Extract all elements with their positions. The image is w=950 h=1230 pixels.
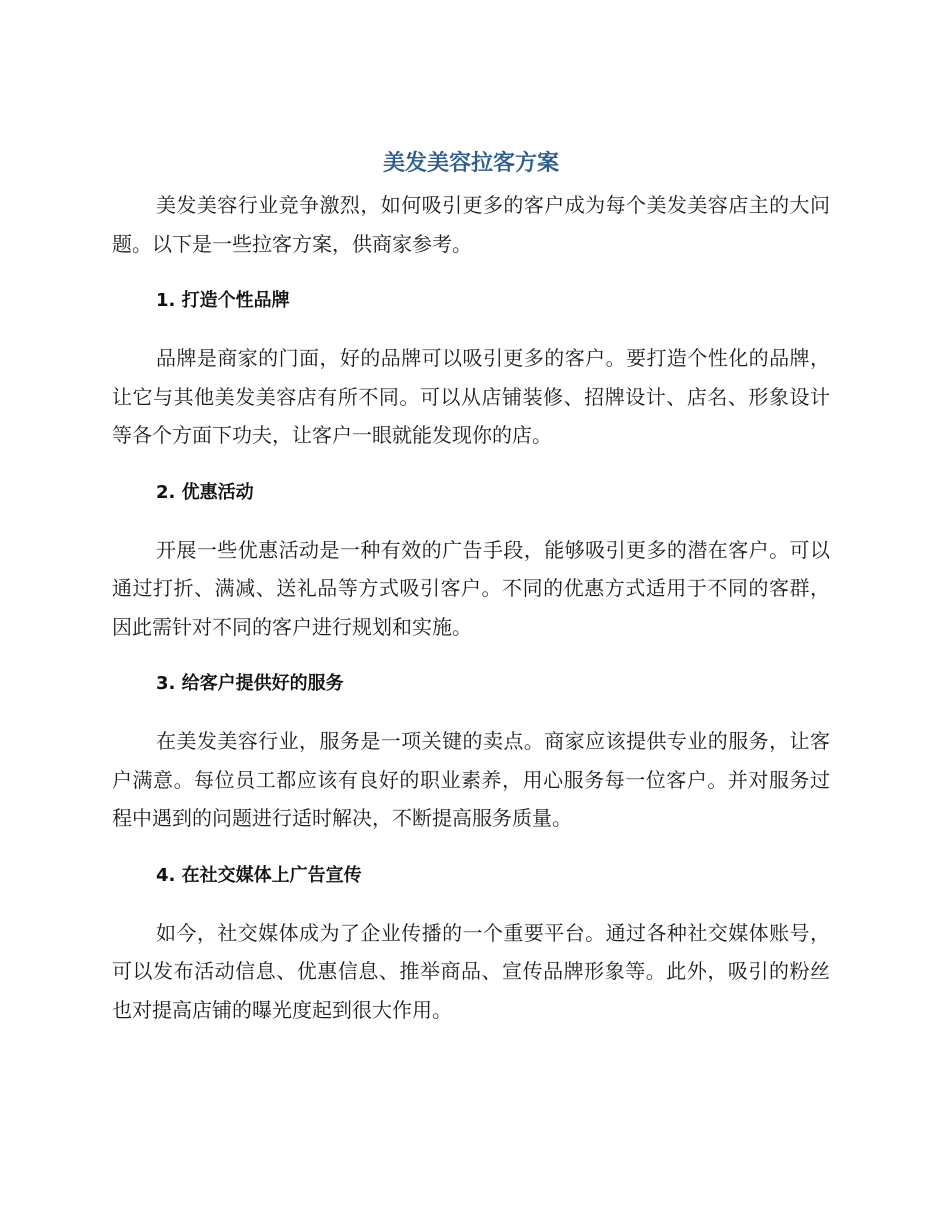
section-heading: 3. 给客户提供好的服务 xyxy=(156,673,344,694)
section-3 xyxy=(112,646,830,838)
section-1 xyxy=(112,263,830,455)
section-2 xyxy=(112,455,830,647)
section-body: 品牌是商家的门面，好的品牌可以吸引更多的客户。要打造个性化的品牌，让它与其他美发美容店有所不同。可以从店铺装修、招牌设计、店名、形象设计等各个方面下功夫，让客户一眼就能发现你的店。 xyxy=(112,346,830,447)
section-body: 在美发美容行业，服务是一项关键的卖点。商家应该提供专业的服务，让客户满意。每位员工都应该有良好的职业素养，用心服务每一位客户。并对服务过程中遇到的问题进行适时解决，不断提高服务质量。 xyxy=(112,729,830,830)
section-heading: 1. 打造个性品牌 xyxy=(156,290,290,311)
document-content xyxy=(112,142,830,1029)
document-title: 美发美容拉客方案 xyxy=(382,151,559,176)
intro-paragraph: 美发美容行业竞争激烈，如何吸引更多的客户成为每个美发美容店主的大问题。以下是一些拉客方案，供商家参考。 xyxy=(112,193,830,256)
section-4 xyxy=(112,838,830,1030)
section-heading: 4. 在社交媒体上广告宣传 xyxy=(156,864,362,886)
section-heading: 2. 优惠活动 xyxy=(156,481,254,503)
section-body: 如今，社交媒体成为了企业传播的一个重要平台。通过各种社交媒体账号，可以发布活动信息、优惠信息、推举商品、宣传品牌形象等。此外，吸引的粉丝也对提高店铺的曝光度起到很大作用。 xyxy=(112,920,830,1022)
section-body: 开展一些优惠活动是一种有效的广告手段，能够吸引更多的潜在客户。可以通过打折、满减、送礼品等方式吸引客户。不同的优惠方式适用于不同的客群，因此需针对不同的客户进行规划和实施。 xyxy=(112,537,830,639)
